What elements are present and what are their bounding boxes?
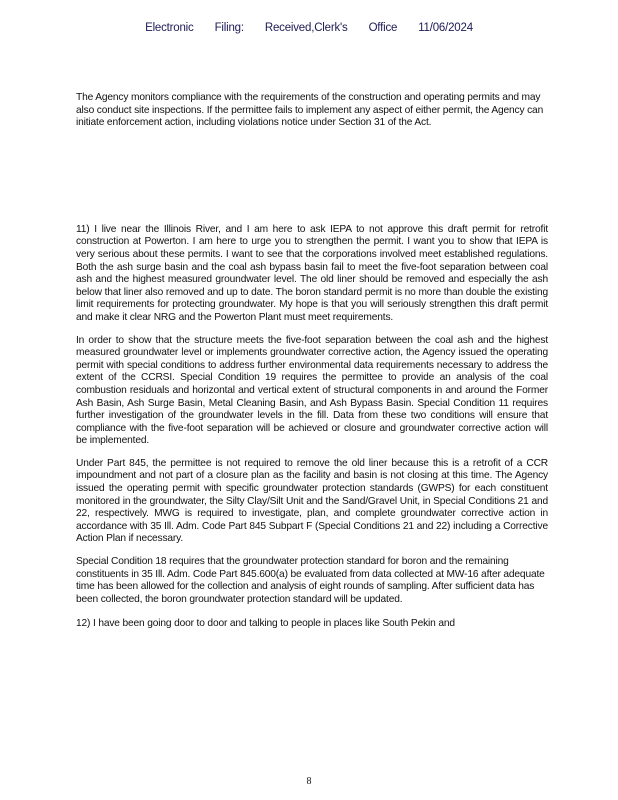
page-number: 8 — [306, 776, 312, 787]
comment-11: 11) I live near the Illinois River, and I am here to ask IEPA to not approve this draft permit for retrofit construction at Powerton. I am here to urge you to strengthen the permit. I want you to show that IEPA is very serious about these permits. I want to see that the corporations involved meet established regulations. Both the ash surge basin and the coal ash bypass basin fail to meet the five-foot separation between coal ash and the highest measured groundwater level. The old liner should be removed and especially the ash below that liner also removed and up to date. The boron standard permit is no more than double the existing limit requirements for protecting groundwater. My hope is that you will seriously strengthen this draft permit and make it clear NRG and the Powerton Plant must meet requirements. — [76, 223, 548, 323]
filing-stamp-header: Electronic Filing: Received,Clerk's Office 11/06/2024 — [145, 22, 473, 34]
response-paragraph: Under Part 845, the permittee is not required to remove the old liner because this is a retrofit of a CCR impoundment and not part of a closure plan as the facility and basin is not closing at this time. The Agency issued the operating permit with specific groundwater protection standards (GWPS) for each constituent monitored in the groundwater, the Silty Clay/Silt Unit and the Sand/Gravel Unit, in Special Conditions 21 and 22, respectively. MWG is required to investigate, plan, and complete groundwater corrective action in accordance with 35 Ill. Adm. Code Part 845 Subpart F (Special Conditions 21 and 22) including a Corrective Action Plan if necessary. — [76, 457, 548, 545]
document-body — [76, 92, 548, 631]
response-paragraph: In order to show that the structure meets the five-foot separation between the coal ash and the highest measured groundwater level or implements groundwater corrective action, the Agency issued the operating permit with special conditions to address further environmental data requirements necessary to address the extent of the CCRSI. Special Condition 19 requires the permittee to provide an analysis of the coal combustion residuals and horizontal and vertical extent of structural components in and around the Former Ash Basin, Ash Surge Basin, Metal Cleaning Basin, and Ash Bypass Basin. Special Condition 11 requires further investigation of the groundwater levels in the fill. Data from these two conditions will ensure that compliance with the five-foot separation will be achieved or closure and groundwater corrective action will be implemented. — [76, 334, 548, 447]
response-paragraph: The Agency monitors compliance with the requirements of the construction and operating permits and may also conduct site inspections. If the permittee fails to implement any aspect of either permit, the Agency can initiate enforcement action, including violations notice under Section 31 of the Act. — [76, 92, 544, 129]
response-paragraph: Special Condition 18 requires that the groundwater protection standard for boron and the remaining constituents in 35 Ill. Adm. Code Part 845.600(a) be evaluated from data collected at MW-16 after adequate time has been allowed for the collection and analysis of eight rounds of sampling. After sufficient data has been collected, the boron groundwater protection standard will be updated. — [76, 556, 545, 605]
comment-12: 12) I have been going door to door and talking to people in places like South Pekin and — [76, 618, 455, 630]
